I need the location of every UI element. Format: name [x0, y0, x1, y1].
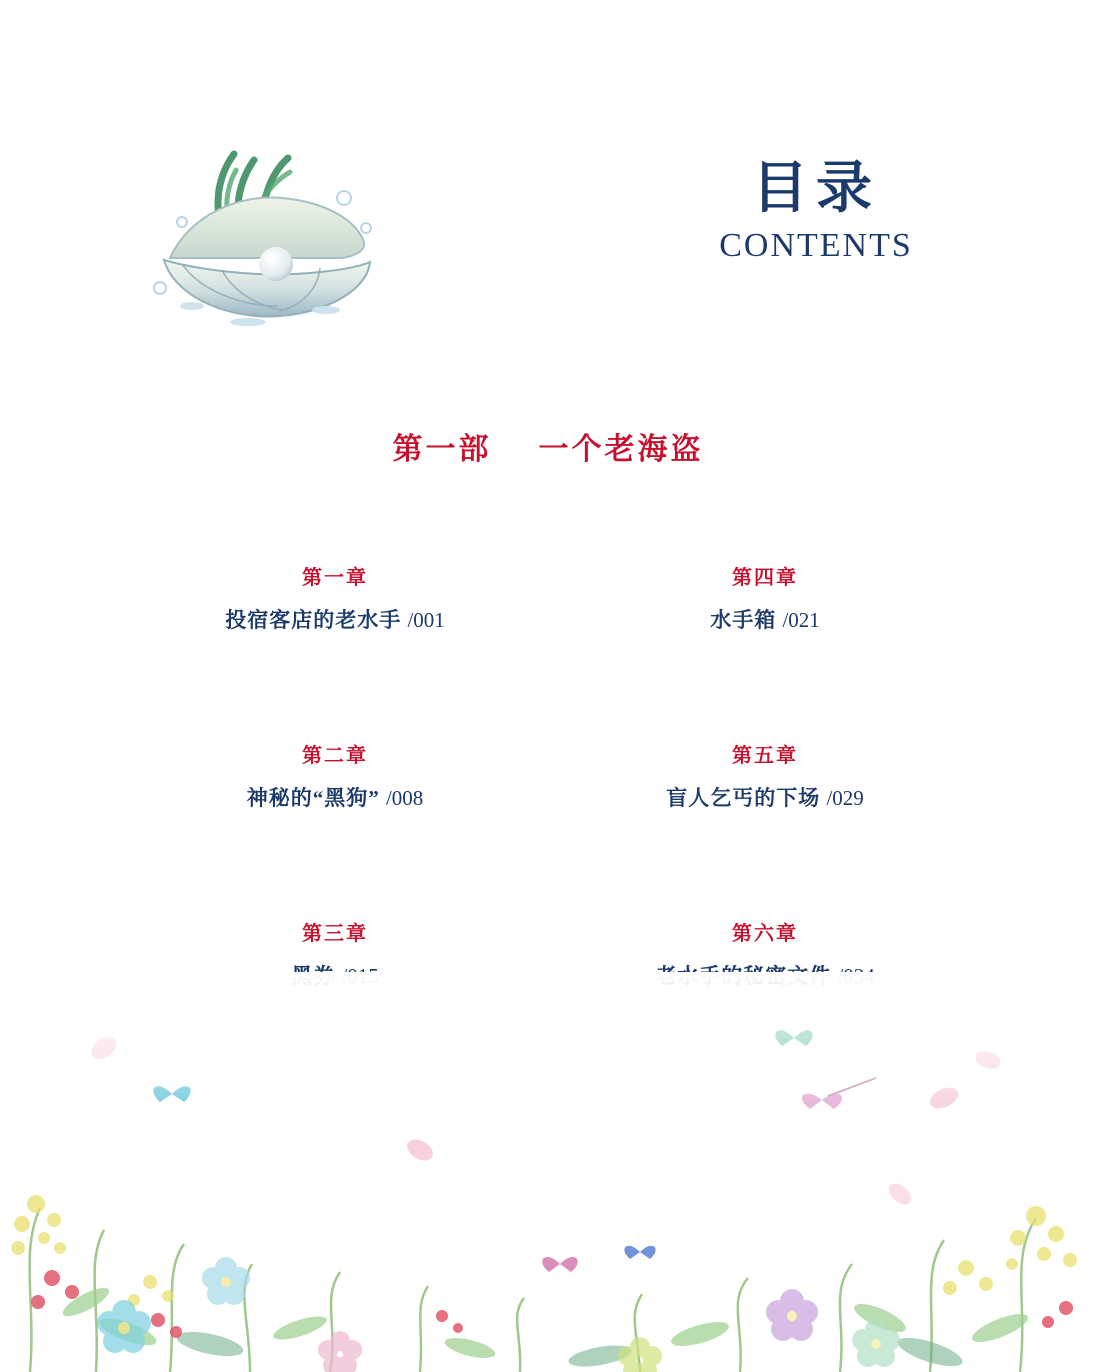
toc-chapter-label: 第三章 [302, 923, 368, 945]
toc-entry[interactable] [150, 744, 520, 922]
page-title-block [666, 160, 966, 265]
page-title-en: CONTENTS [719, 226, 913, 264]
toc-title-text: 神秘的“黑狗” [246, 786, 380, 810]
toc-page-number: /029 [826, 786, 864, 810]
toc-page-number: /001 [407, 608, 445, 632]
part-label: 第一部 [392, 433, 492, 466]
toc-chapter-label: 第五章 [732, 745, 798, 767]
toc-entry-title [580, 604, 950, 634]
floral-border-illustration [0, 972, 1096, 1372]
toc-page-number: /021 [782, 608, 820, 632]
toc-entry[interactable] [580, 744, 950, 922]
page-title-cn: 目录 [752, 158, 880, 220]
toc-entry[interactable] [580, 566, 950, 744]
toc-chapter-label: 第六章 [732, 923, 798, 945]
toc-entry-title [150, 604, 520, 634]
toc-chapter-label: 第四章 [732, 567, 798, 589]
toc-title-text: 盲人乞丐的下场 [666, 786, 821, 810]
toc-chapter-label: 第二章 [302, 745, 368, 767]
toc-title-text: 水手箱 [710, 608, 777, 632]
part-title [0, 424, 1096, 468]
toc-entry-title [150, 782, 520, 812]
toc-page-number: /008 [385, 786, 424, 810]
seashell-illustration [130, 110, 410, 340]
part-name: 一个老海盗 [538, 433, 704, 466]
toc-title-text: 投宿客店的老水手 [225, 608, 402, 632]
toc-entry-title [580, 782, 950, 812]
toc-chapter-label: 第一章 [302, 567, 368, 589]
toc-entry[interactable] [150, 566, 520, 744]
